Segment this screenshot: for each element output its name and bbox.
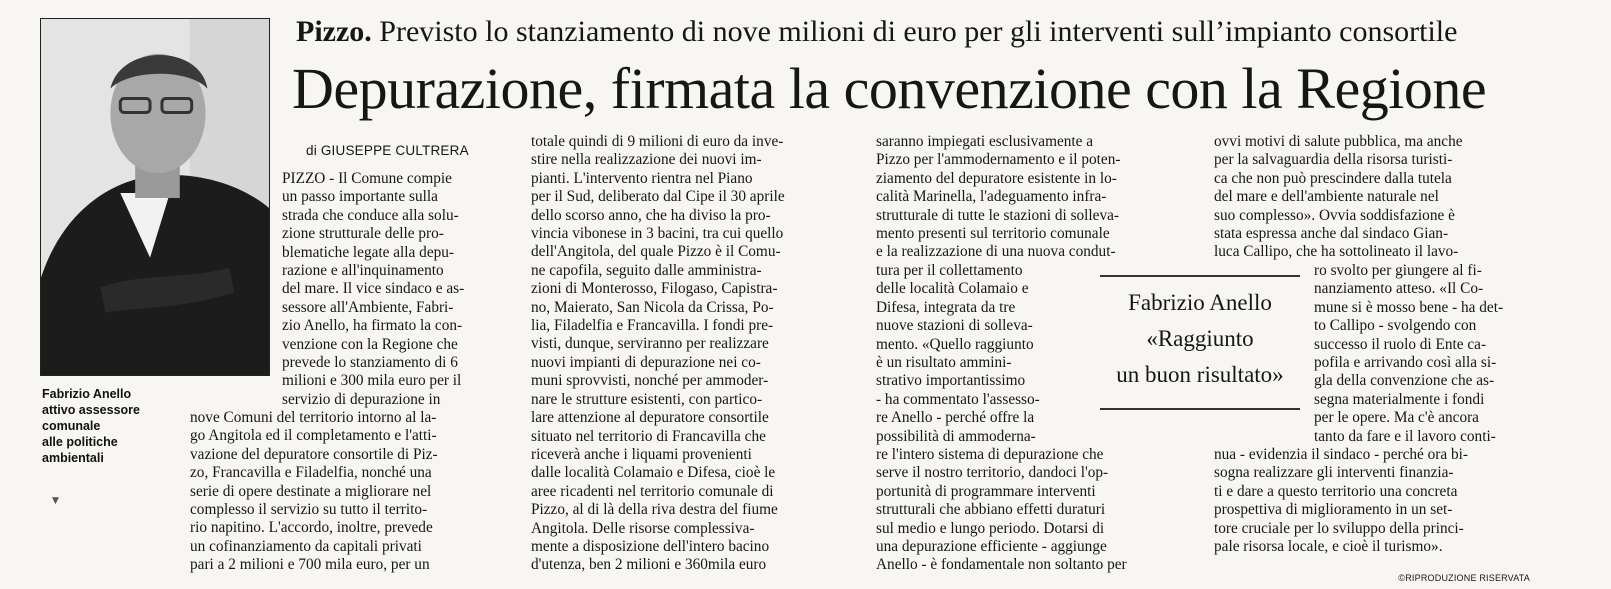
- text-line: zio Anello, ha firmato la con-: [282, 317, 463, 335]
- text-line: milioni e 300 mila euro per il: [282, 372, 462, 390]
- text-line: pari a 2 milioni e 700 mila euro, per un: [190, 556, 430, 574]
- text-line: dalle località Colamaio e Difesa, cioè le: [531, 464, 776, 482]
- text-line: venzione con la Regione che: [282, 335, 458, 353]
- text-line: mento. «Quello raggiunto: [876, 335, 1034, 353]
- text-line: muni sprovvisti, nonché per ammoder-: [531, 372, 769, 390]
- text-line: aree ricadenti nel territorio comunale di: [531, 482, 774, 500]
- pull-quote: [1100, 275, 1300, 410]
- text-line: d'utenza, ben 2 milioni e 360mila euro: [531, 556, 767, 574]
- text-line: nuovi impianti di depurazione nei co-: [531, 353, 761, 371]
- text-line: situato nel territorio di Francavilla che: [531, 427, 766, 445]
- text-line: blematiche legate alla depu-: [282, 243, 455, 261]
- text-line: nuove stazioni di solleva-: [876, 317, 1033, 335]
- text-line: sessore all'Ambiente, Fabri-: [282, 298, 454, 316]
- text-line: serve il nostro territorio, dandoci l'op-: [876, 464, 1109, 482]
- text-line: è un risultato ammini-: [876, 354, 1012, 372]
- copyright-notice: ©RIPRODUZIONE RISERVATA: [1398, 573, 1530, 583]
- text-line: mento presenti sul territorio comunale: [876, 225, 1110, 243]
- text-line: stire nella realizzazione dei nuovi im-: [531, 151, 762, 169]
- text-line: riceverà anche i liquami provenienti: [531, 445, 752, 463]
- text-line: Difesa, integrata da tre: [876, 298, 1016, 316]
- text-line: saranno impiegati esclusivamente a: [876, 133, 1094, 150]
- text-line: totale quindi di 9 milioni di euro da inve-: [531, 133, 784, 150]
- column-3-bottom: [876, 446, 1196, 575]
- text-line: to Callipo - svolgendo con: [1314, 317, 1477, 335]
- text-line: re l'intero sistema di depurazione che: [876, 446, 1104, 463]
- caption-line: comunale: [42, 419, 101, 433]
- text-line: ovvi motivi di salute pubblica, ma anche: [1214, 133, 1463, 150]
- text-line: Pizzo per l'ammodernamento e il poten-: [876, 151, 1121, 169]
- text-line: sul medio e lungo periodo. Dotarsi di: [876, 519, 1105, 537]
- text-line: segna materialmente i fondi: [1314, 390, 1485, 408]
- caption-arrow-icon: ▼: [52, 496, 59, 506]
- text-line: re Anello - perché offre la: [876, 409, 1035, 427]
- text-line: pofila e arrivando così alla si-: [1314, 354, 1497, 372]
- caption-line: alle politiche: [42, 435, 118, 449]
- text-line: lare attenzione al depuratore consortile: [531, 409, 769, 427]
- text-line: prevede lo stanziamento di 6: [282, 354, 458, 372]
- caption-line: attivo assessore: [42, 403, 140, 417]
- text-line: ziamento del depuratore esistente in lo-: [876, 169, 1117, 187]
- text-line: PIZZO - Il Comune compie: [282, 170, 452, 187]
- pull-quote-line: Fabrizio Anello: [1128, 290, 1272, 315]
- text-line: strutturale di tutte le stazioni di solleva-: [876, 206, 1119, 224]
- photo-caption: [42, 386, 192, 466]
- text-line: tura per il collettamento: [876, 262, 1023, 279]
- portrait-photo: [40, 18, 270, 376]
- text-line: serie di opere destinate a migliorare nel: [190, 482, 432, 500]
- text-line: visti, dunque, serviranno per realizzare: [531, 335, 769, 353]
- text-line: nove Comuni del territorio intorno al la-: [190, 409, 437, 426]
- pull-quote-line: un buon risultato»: [1116, 362, 1284, 387]
- text-line: calità Marinella, l'adeguamento infra-: [876, 188, 1107, 206]
- text-line: tore cruciale per lo sviluppo della princi-: [1214, 519, 1464, 537]
- text-line: mune si è mosso bene - ha det-: [1314, 298, 1504, 316]
- column-4-bottom: [1214, 446, 1534, 556]
- text-line: del mare e dell'ambiente naturale nel: [1214, 188, 1439, 206]
- text-line: per la salvaguardia della risorsa turisti-: [1214, 151, 1453, 169]
- text-line: ro svolto per giungere al fi-: [1314, 262, 1482, 279]
- text-line: servizio di depurazione in: [282, 390, 441, 408]
- text-line: per le opere. Ma c'è ancora: [1314, 409, 1479, 427]
- text-line: del mare. Il vice sindaco e as-: [282, 280, 465, 298]
- text-line: possibilità di ammoderna-: [876, 427, 1036, 445]
- text-line: lia, Filadelfia e Francavilla. I fondi pre-: [531, 317, 774, 335]
- text-line: pale risorsa locale, e cioè il turismo».: [1214, 538, 1443, 556]
- text-line: go Angitola ed il completamento e l'atti-: [190, 427, 437, 445]
- text-line: portunità di programmare interventi: [876, 482, 1096, 500]
- caption-line: Fabrizio Anello: [42, 387, 132, 401]
- text-line: dello scorso anno, che ha diviso la pro-: [531, 206, 771, 224]
- text-line: complesso il servizio su tutto il territo-: [190, 501, 428, 519]
- column-3-top: [876, 133, 1196, 262]
- text-line: tanto da fare e il lavoro conti-: [1314, 427, 1496, 445]
- text-line: rio napitino. L'accordo, inoltre, prevede: [190, 519, 433, 537]
- kicker-place: Pizzo.: [296, 15, 372, 48]
- text-line: un passo importante sulla: [282, 188, 438, 206]
- kicker-text: Previsto lo stanziamento di nove milioni di euro per gli interventi sull’impianto consortile: [379, 15, 1458, 48]
- byline: di GIUSEPPE CULTRERA: [306, 143, 469, 158]
- text-line: per il Sud, deliberato dal Cipe il 30 aprile: [531, 188, 785, 206]
- text-line: zo, Francavilla e Filadelfia, nonché una: [190, 464, 432, 482]
- portrait-illustration: [41, 19, 269, 375]
- text-line: pianti. L'intervento rientra nel Piano: [531, 169, 753, 187]
- text-line: nanziamento atteso. «Il Co-: [1314, 280, 1484, 298]
- text-line: vincia vibonese in 3 bacini, tra cui quello: [531, 225, 784, 243]
- text-line: suo complesso». Ovvia soddisfazione è: [1214, 206, 1455, 224]
- text-line: zioni di Monterosso, Filogaso, Capistra-: [531, 280, 778, 298]
- text-line: ca che non può prescindere dalla tutela: [1214, 169, 1452, 187]
- text-line: delle località Colamaio e: [876, 280, 1029, 298]
- text-line: no, Maierato, San Nicola da Crissa, Po-: [531, 298, 774, 316]
- column-3-narrow: [876, 262, 1088, 446]
- column-1: [282, 170, 512, 409]
- text-line: dell'Angitola, del quale Pizzo è il Comu-: [531, 243, 781, 261]
- text-line: un cofinanziamento da capitali privati: [190, 537, 422, 555]
- text-line: strutturali che abbiano effetti duraturi: [876, 501, 1106, 519]
- column-2: [531, 133, 851, 575]
- text-line: Anello - è fondamentale non soltanto per: [876, 556, 1127, 574]
- text-line: Pizzo, al di là della riva destra del fiume: [531, 501, 778, 519]
- article-headline: Depurazione, firmata la convenzione con la Regione: [292, 56, 1487, 121]
- article-kicker: [296, 14, 1536, 50]
- text-line: strada che conduce alla solu-: [282, 206, 459, 224]
- text-line: stata espressa anche dal sindaco Gian-: [1214, 225, 1449, 243]
- text-line: successo il ruolo di Ente ca-: [1314, 335, 1487, 353]
- column-4-top: [1214, 133, 1534, 262]
- text-line: ti e dare a questo territorio una concreta: [1214, 482, 1458, 500]
- text-line: strativo importantissimo: [876, 372, 1026, 390]
- text-line: una depurazione efficiente - aggiunge: [876, 538, 1107, 556]
- text-line: mente a disposizione dell'intero bacino: [531, 537, 770, 555]
- column-1-wide: [190, 409, 512, 575]
- text-line: sogna realizzare gli interventi finanzia-: [1214, 464, 1454, 482]
- caption-line: ambientali: [42, 451, 104, 465]
- text-line: vazione del depuratore consortile di Piz-: [190, 445, 438, 463]
- text-line: Angitola. Delle risorse complessiva-: [531, 519, 755, 537]
- text-line: gla della convenzione che as-: [1314, 372, 1495, 390]
- text-line: - ha commentato l'assesso-: [876, 390, 1040, 408]
- pull-quote-line: «Raggiunto: [1146, 326, 1254, 351]
- text-line: nua - evidenzia il sindaco - perché ora bi-: [1214, 446, 1468, 463]
- text-line: e la realizzazione di una nuova condut-: [876, 243, 1116, 261]
- text-line: nare le strutture esistenti, con partico-: [531, 390, 763, 408]
- column-4-narrow: [1314, 262, 1534, 446]
- text-line: zione strutturale delle pro-: [282, 225, 444, 243]
- text-line: razione e all'inquinamento: [282, 262, 444, 280]
- text-line: ne capofila, seguito dalle amministra-: [531, 261, 762, 279]
- text-line: prospettiva di miglioramento in un set-: [1214, 501, 1453, 519]
- text-line: luca Callipo, che ha sottolineato il lavo-: [1214, 243, 1459, 261]
